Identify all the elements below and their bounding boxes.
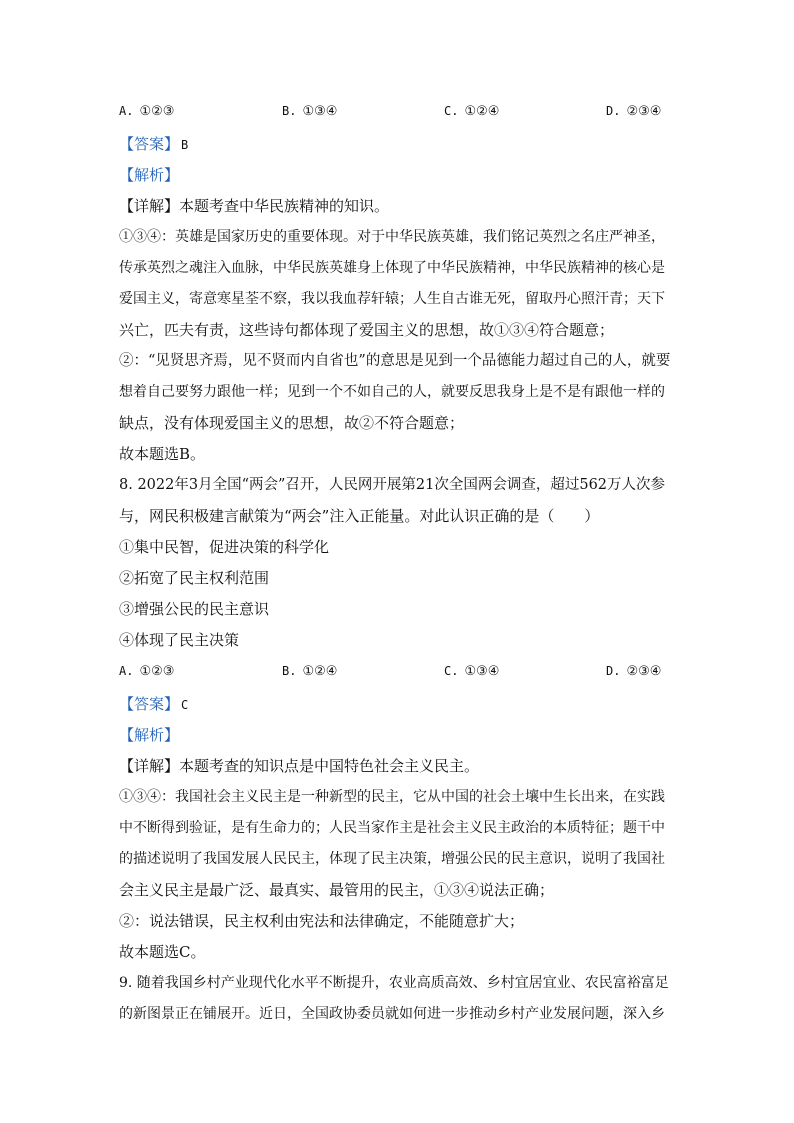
q8-statement: ③增强公民的民主意识 xyxy=(119,600,270,618)
q8-para1-line: 会主义民主是最广泛、最真实、最管用的民主，①③④说法正确； xyxy=(119,881,555,899)
answer-value: C xyxy=(181,698,189,712)
q8-option-d: D. ②③④ xyxy=(606,664,662,679)
q7-options xyxy=(119,104,679,124)
q7-para2-line: ②：“见贤思齐焉，见不贤而内自省也”的意思是见到一个品德能力超过自己的人，就要 xyxy=(119,353,671,369)
q8-detail xyxy=(119,756,679,776)
q7-analysis-tag: 【解析】 xyxy=(119,166,180,184)
q8-statement: ④体现了民主决策 xyxy=(119,631,240,649)
q9-stem-line: 的新图景正在铺展开。近日，全国政协委员就如何进一步推动乡村产业发展问题，深入乡 xyxy=(119,1006,665,1022)
q7-option-a: A. ①②③ xyxy=(119,104,175,119)
detail-tag: 【详解】 xyxy=(119,197,180,215)
q8-para1-line: ①③④：我国社会主义民主是一种新型的民主，它从中国的社会土壤中生长出来，在实践 xyxy=(119,789,665,805)
q9-stem-line: 9. 随着我国乡村产业现代化水平不断提升，农业高质高效、乡村宜居宜业、农民富裕富足 xyxy=(119,975,669,991)
answer-value: B xyxy=(181,138,189,152)
q7-answer xyxy=(119,134,679,155)
q8-option-b: B. ①②④ xyxy=(282,664,338,679)
q7-para1-line: 兴亡，匹夫有责，这些诗句都体现了爱国主义的思想，故①③④符合题意； xyxy=(119,321,615,339)
q8-para1-line: 中不断得到验证，是有生命力的；人民当家作主是社会主义民主政治的本质特征；题干中 xyxy=(119,820,665,836)
q7-para1-line: ①③④：英雄是国家历史的重要体现。对于中华民族英雄，我们铭记英烈之名庄严神圣， xyxy=(119,229,665,245)
detail-text: 本题考查的知识点是中国特色社会主义民主。 xyxy=(179,757,480,775)
q8-statement: ①集中民智，促进决策的科学化 xyxy=(119,538,330,556)
answer-tag: 【答案】 xyxy=(119,695,180,713)
q8-answer xyxy=(119,694,679,715)
detail-tag: 【详解】 xyxy=(119,757,180,775)
q8-stem-line: 8. 2022年3月全国“两会”召开，人民网开展第21次全国两会调查，超过562万人次参 xyxy=(119,477,666,493)
q8-analysis-tag: 【解析】 xyxy=(119,726,180,744)
q7-option-b: B. ①③④ xyxy=(282,104,338,119)
detail-text: 本题考查中华民族精神的知识。 xyxy=(179,197,390,215)
q8-stem-line: 与，网民积极建言献策为“两会”注入正能量。对此认识正确的是（ ） xyxy=(119,507,600,525)
q7-option-c: C. ①②④ xyxy=(444,104,500,119)
q8-conclusion: 故本题选C。 xyxy=(119,943,206,961)
q8-statement: ②拓宽了民主权利范围 xyxy=(119,569,270,587)
q7-para1-line: 传承英烈之魂注入血脉，中华民族英雄身上体现了中华民族精神，中华民族精神的核心是 xyxy=(119,260,665,276)
q8-para1-line: 的描述说明了我国发展人民民主，体现了民主决策，增强公民的民主意识，说明了我国社 xyxy=(119,851,665,867)
q8-option-c: C. ①③④ xyxy=(444,664,500,679)
q7-conclusion: 故本题选B。 xyxy=(119,445,206,463)
q7-para2-line: 想着自己要努力跟他一样；见到一个不如自己的人，就要反思我身上是不是有跟他一样的 xyxy=(119,384,665,400)
q7-detail xyxy=(119,196,679,216)
q8-option-a: A. ①②③ xyxy=(119,664,175,679)
q8-options xyxy=(119,664,679,684)
q8-para2-line: ②：说法错误，民主权利由宪法和法律确定，不能随意扩大； xyxy=(119,912,525,930)
q7-para1-line: 爱国主义，寄意寒星荃不察，我以我血荐轩辕；人生自古谁无死，留取丹心照汗青；天下 xyxy=(119,291,665,307)
answer-tag: 【答案】 xyxy=(119,135,180,153)
q7-para2-line: 缺点，没有体现爱国主义的思想，故②不符合题意； xyxy=(119,414,465,432)
q7-option-d: D. ②③④ xyxy=(606,104,662,119)
